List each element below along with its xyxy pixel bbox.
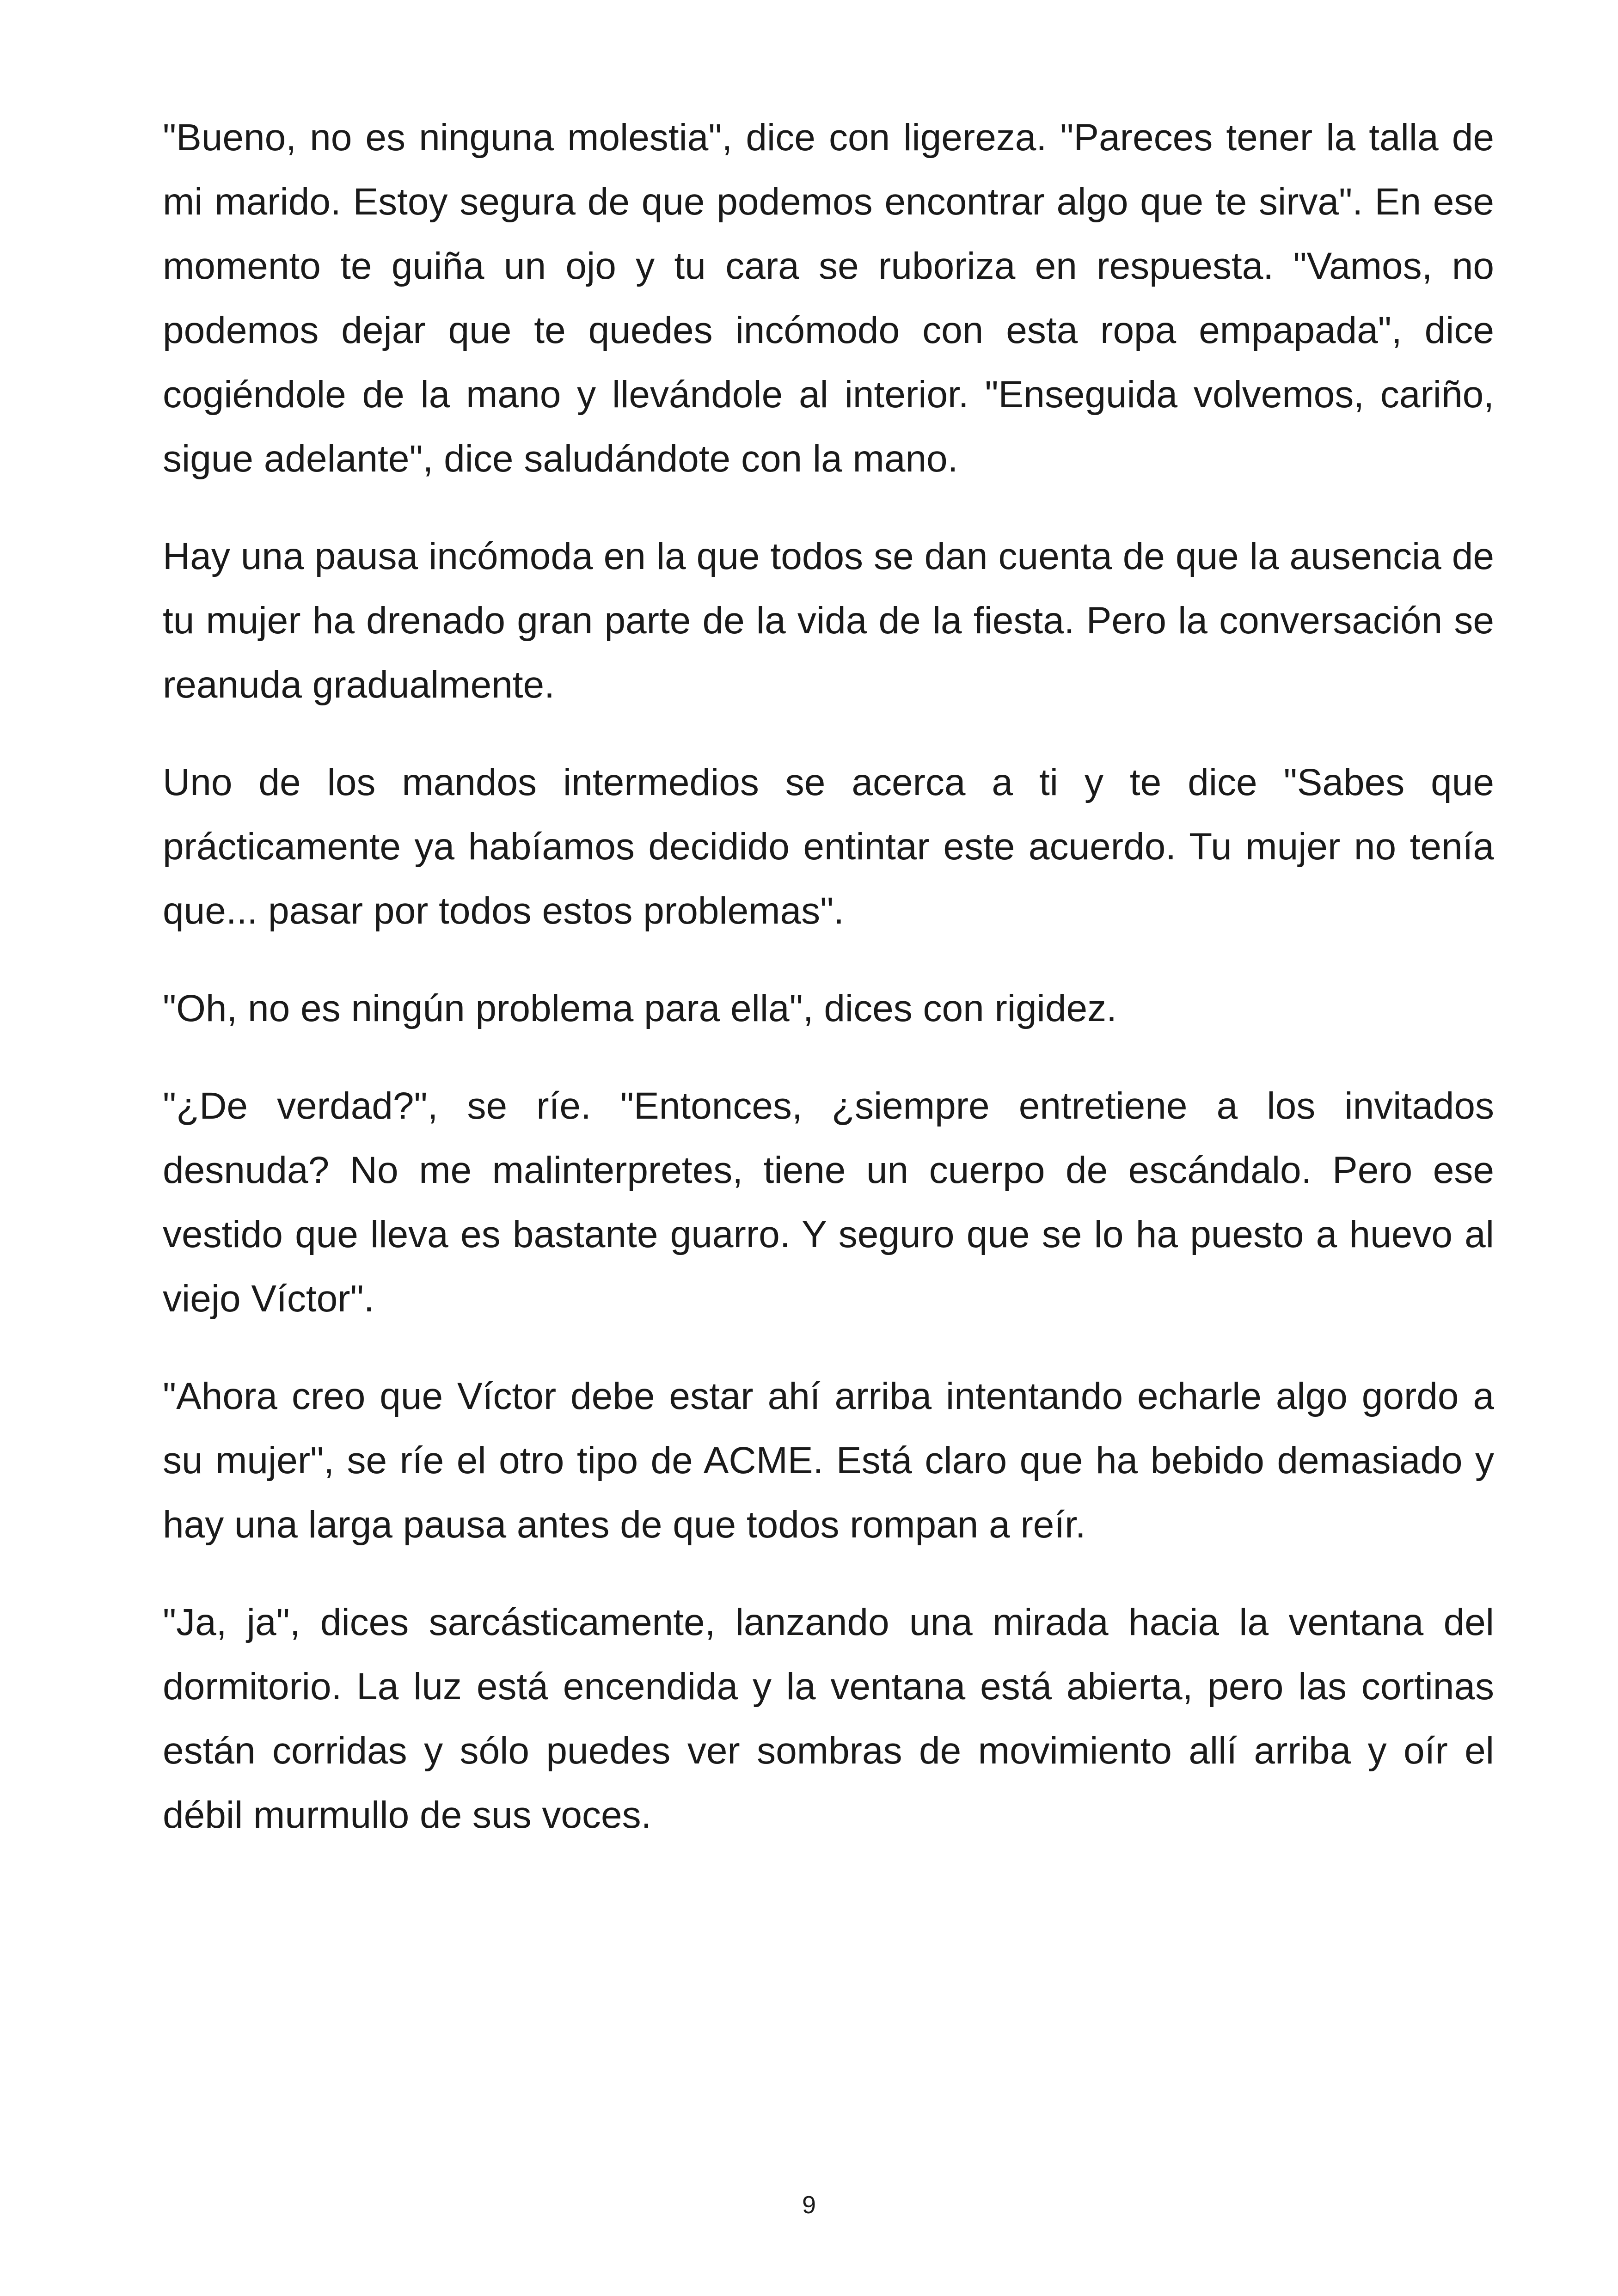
paragraph: "Ahora creo que Víctor debe estar ahí arriba intentando echarle algo gordo a su mujer", se ríe el otro tipo de ACME. Está claro que ha bebido demasiado y hay una larga pausa antes de que todos rompan a reír. xyxy=(163,1375,1494,1546)
paragraph: Hay una pausa incómoda en la que todos se dan cuenta de que la ausencia de tu mujer ha drenado gran parte de la vida de la fiesta. Pero la conversación se reanuda gradualmente. xyxy=(163,535,1494,706)
paragraph: "¿De verdad?", se ríe. "Entonces, ¿siempre entretiene a los invitados desnuda? No me malinterpretes, tiene un cuerpo de escándalo. Pero ese vestido que lleva es bastante guarro. Y seguro que se lo ha puesto a huevo al viejo Víctor". xyxy=(163,1085,1494,1320)
paragraph: Uno de los mandos intermedios se acerca a ti y te dice "Sabes que prácticamente ya habíamos decidido entintar este acuerdo. Tu mujer no tenía que... pasar por todos estos problemas". xyxy=(163,761,1494,932)
page-number: 9 xyxy=(802,2191,816,2219)
body-text xyxy=(163,105,1494,1880)
paragraph: "Oh, no es ningún problema para ella", dices con rigidez. xyxy=(163,987,1117,1029)
paragraph: "Bueno, no es ninguna molestia", dice con ligereza. "Pareces tener la talla de mi marido. Estoy segura de que podemos encontrar algo que te sirva". En ese momento te guiña un ojo y tu cara se ruboriza en respuesta. "Vamos, no podemos dejar que te quedes incómodo con esta ropa empapada", dice cogiéndole de la mano y llevándole al interior. "Enseguida volvemos, cariño, sigue adelante", dice saludándote con la mano. xyxy=(163,116,1494,480)
paragraph: "Ja, ja", dices sarcásticamente, lanzando una mirada hacia la ventana del dormitorio. La luz está encendida y la ventana está abierta, pero las cortinas están corridas y sólo puedes ver sombras de movimiento allí arriba y oír el débil murmullo de sus voces. xyxy=(163,1601,1494,1836)
